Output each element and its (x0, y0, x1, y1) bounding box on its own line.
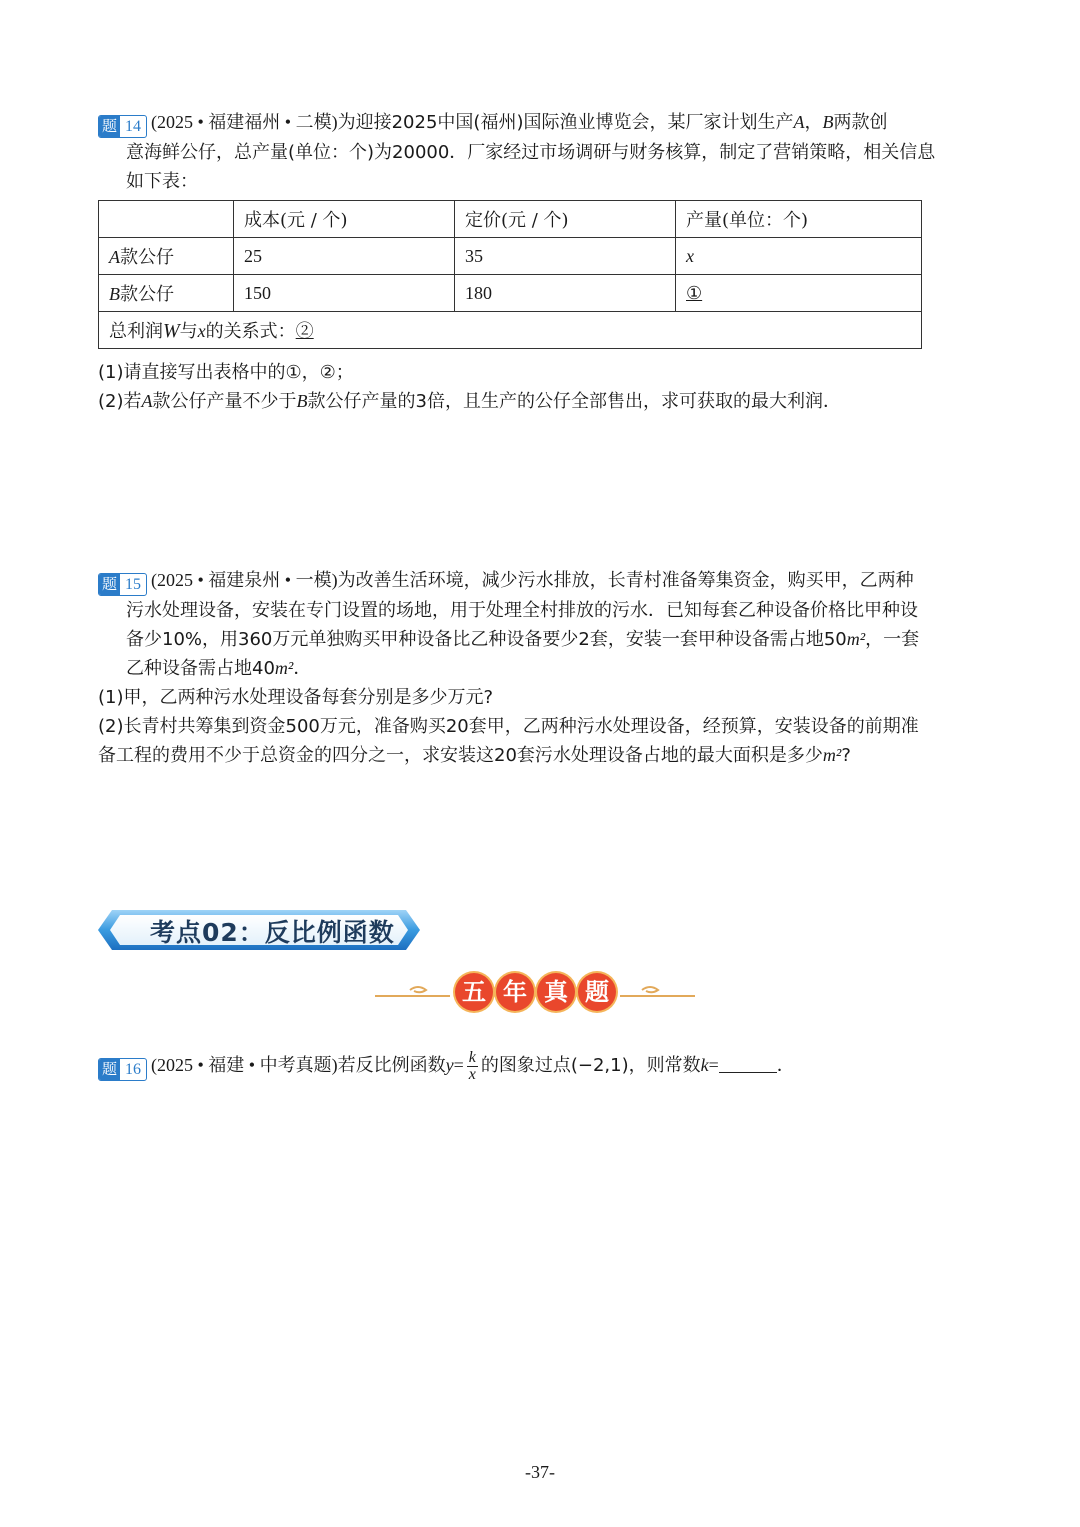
page-number: -37- (525, 1462, 555, 1482)
section-title: 考点02：反比例函数 (150, 918, 395, 947)
problem-badge: 题 15 (98, 573, 147, 596)
banner-char: 真 (537, 973, 575, 1011)
problem-14: 题 14 (2025 • 福建福州 • 二模)为迎接2025中国(福州)国际渔业博览会，某厂家计划生产A，B两款创 意海鲜公仔，总产量(单位：个)为20000．厂家经过市场调研与财务核算，制定了营销策略，相关信息 如下表： (98, 108, 988, 196)
five-year-banner (370, 966, 700, 1022)
problem-badge: 题 16 (98, 1058, 147, 1081)
problem-source: (2025 • 福建 • 中考真题) (151, 1055, 338, 1075)
section-banner (98, 908, 420, 952)
problem-15: 题 15 (2025 • 福建泉州 • 一模)为改善生活环境，减少污水排放，长青村准备筹集资金，购买甲，乙两种 污水处理设备，安装在专门设置的场地，用于处理全村排放的污水．已知每套乙种设备价格比甲种设 备少10%，用360万元单独购买甲种设备比乙种设备要少2套，安装一套甲种设备需占地50m²，一套 乙种设备需占地40m²． (1)甲，乙两种污水处理设备每套分别是多少万元? (2)长青村共筹集到资金500万元，准备购买20套甲，乙两种污水处理设备，经预算，安装设备的前期准 备工程的费用不少于总资金的四分之一，求安装这20套污水处理设备占地的最大面积是多少m²? (98, 566, 988, 770)
table-row: B款公仔 150 180 ① (99, 275, 922, 312)
problem-badge: 题 14 (98, 115, 147, 138)
answer-blank[interactable] (719, 1054, 777, 1073)
banner-char: 年 (496, 973, 534, 1011)
table-row: 总利润W与x的关系式：② (99, 312, 922, 349)
question-2: (2)若A款公仔产量不少于B款公仔产量的3倍，且生产的公仔全部售出，求可获取的最大利润． (98, 391, 841, 412)
question-1: (1)请直接写出表格中的①，②； (98, 362, 354, 383)
problem-source: (2025 • 福建福州 • 二模) (151, 112, 338, 132)
question-1: (1)甲，乙两种污水处理设备每套分别是多少万元? (98, 687, 494, 708)
info-table (98, 200, 922, 349)
problem-source: (2025 • 福建泉州 • 一模) (151, 570, 338, 590)
banner-char: 题 (578, 973, 616, 1011)
table-row: A款公仔 25 35 x (99, 238, 922, 275)
banner-char: 五 (455, 973, 493, 1011)
fraction: $\frac{k}{x}$ (468, 1048, 476, 1083)
table-header-row: 成本(元 / 个) 定价(元 / 个) 产量(单位：个) (99, 201, 922, 238)
problem-14-questions (98, 358, 988, 416)
problem-16: 题 16 (2025 • 福建 • 中考真题)若反比例函数y= $\frac{k}{x}$ 的图象过点(−2,1)，则常数k= ． (98, 1046, 988, 1085)
question-2: (2)长青村共筹集到资金500万元，准备购买20套甲，乙两种污水处理设备，经预算，安装设备的前期准 (98, 716, 919, 737)
